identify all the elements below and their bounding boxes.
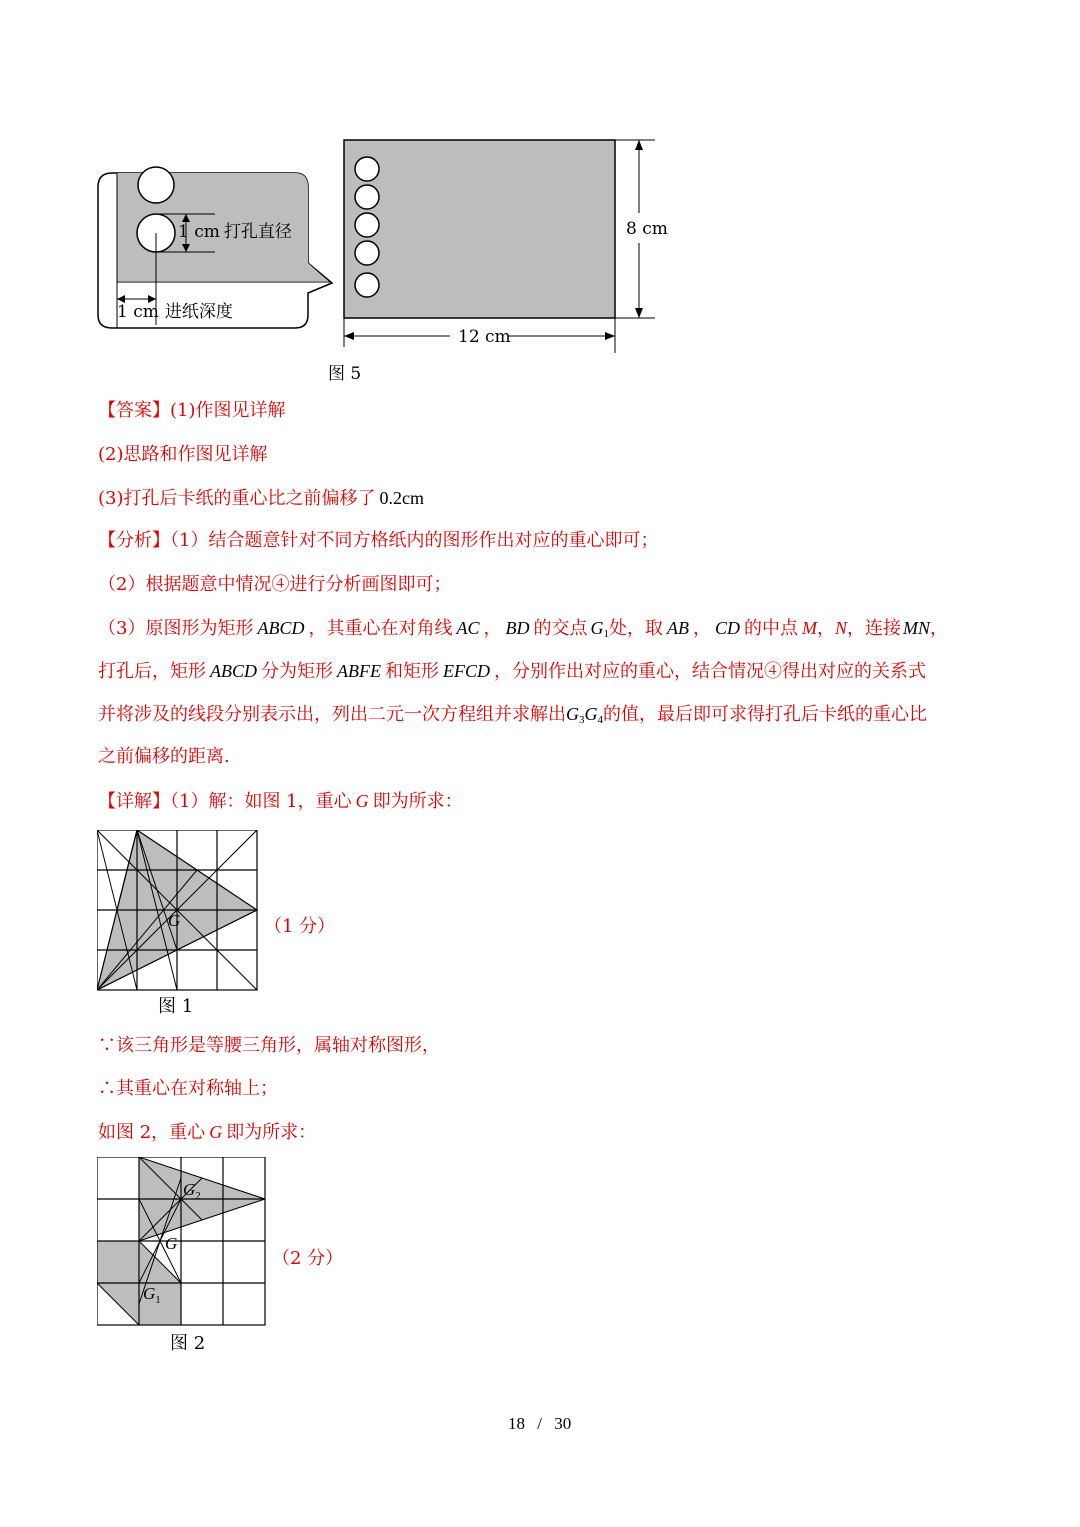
- card-rect: [344, 140, 615, 318]
- answer-line-3: (3)打孔后卡纸的重心比之前偏移了 0.2cm: [98, 488, 424, 509]
- figure-1: [97, 830, 261, 992]
- analysis-line-2: （2）根据题意中情况④进行分析画图即可；: [98, 574, 452, 595]
- total-pages: 30: [554, 1414, 572, 1433]
- figure-5: [90, 125, 680, 360]
- fig2-label-g1: G: [143, 1284, 156, 1303]
- analysis-line-3: （3）原图形为矩形 ABCD ，其重心在对角线 AC ， BD 的交点 $G_1$处，取 AB ， CD 的中点 M，N，连接 MN，: [98, 618, 948, 640]
- page-separator: /: [537, 1414, 542, 1433]
- page-number: [508, 1414, 571, 1434]
- detail-tag: 【详解】: [98, 791, 170, 812]
- detail-line-2: ∵该三角形是等腰三角形，属轴对称图形，: [98, 1035, 440, 1056]
- fig1-label-g: G: [168, 911, 181, 930]
- svg-text:G1: $G_1$: [143, 1284, 161, 1306]
- feed-depth-text: 进纸深度: [164, 302, 233, 322]
- detail-line-3: ∴其重心在对称轴上；: [98, 1078, 278, 1099]
- answer-line-1: 【答案】(1)作图见详解: [98, 400, 286, 421]
- current-page: 18: [508, 1414, 525, 1433]
- fig2-caption: 图 2: [170, 1333, 206, 1354]
- hole-diameter-label: 1 cm: [178, 222, 220, 242]
- svg-text:G2: $G_2$: [183, 1180, 201, 1202]
- figure-2: [97, 1157, 269, 1326]
- detail-line-1: 【详解】（1）解：如图 1，重心 G 即为所求：: [98, 791, 463, 812]
- fig2-label-g2: G: [183, 1180, 196, 1199]
- detail-line-4: 如图 2，重心 G 即为所求：: [98, 1122, 317, 1143]
- analysis-line-5: 并将涉及的线段分别表示出，列出二元一次方程组并求解出$G_3G_4$的值，最后即可求得打孔后卡纸的重心比: [98, 704, 927, 726]
- fig1-caption: 图 1: [158, 996, 194, 1017]
- height-label: 8 cm: [626, 219, 668, 239]
- analysis-line-4: 打孔后，矩形 ABCD 分为矩形 ABFE 和矩形 EFCD ，分别作出对应的重心，结合情况④得出对应的关系式: [98, 661, 926, 682]
- answer-tag: 【答案】: [98, 400, 170, 421]
- analysis-line-1: 【分析】（1）结合题意针对不同方格纸内的图形作出对应的重心即可；: [98, 530, 659, 551]
- analysis-tag: 【分析】: [98, 530, 170, 551]
- card-holes: [355, 157, 379, 297]
- zoom-hole-top: [138, 167, 174, 203]
- analysis-line-6: 之前偏移的距离.: [98, 746, 230, 767]
- width-label: 12 cm: [458, 327, 511, 347]
- hole-diameter-text: 打孔直径: [223, 222, 292, 242]
- fig1-score: （1 分）: [264, 916, 336, 937]
- fig2-label-g: G: [165, 1234, 178, 1253]
- fig2-score: （2 分）: [272, 1248, 344, 1269]
- answer-line-2: (2)思路和作图见详解: [98, 444, 268, 465]
- fig5-caption: 图 5: [328, 364, 362, 384]
- feed-depth-label: 1 cm: [117, 302, 159, 322]
